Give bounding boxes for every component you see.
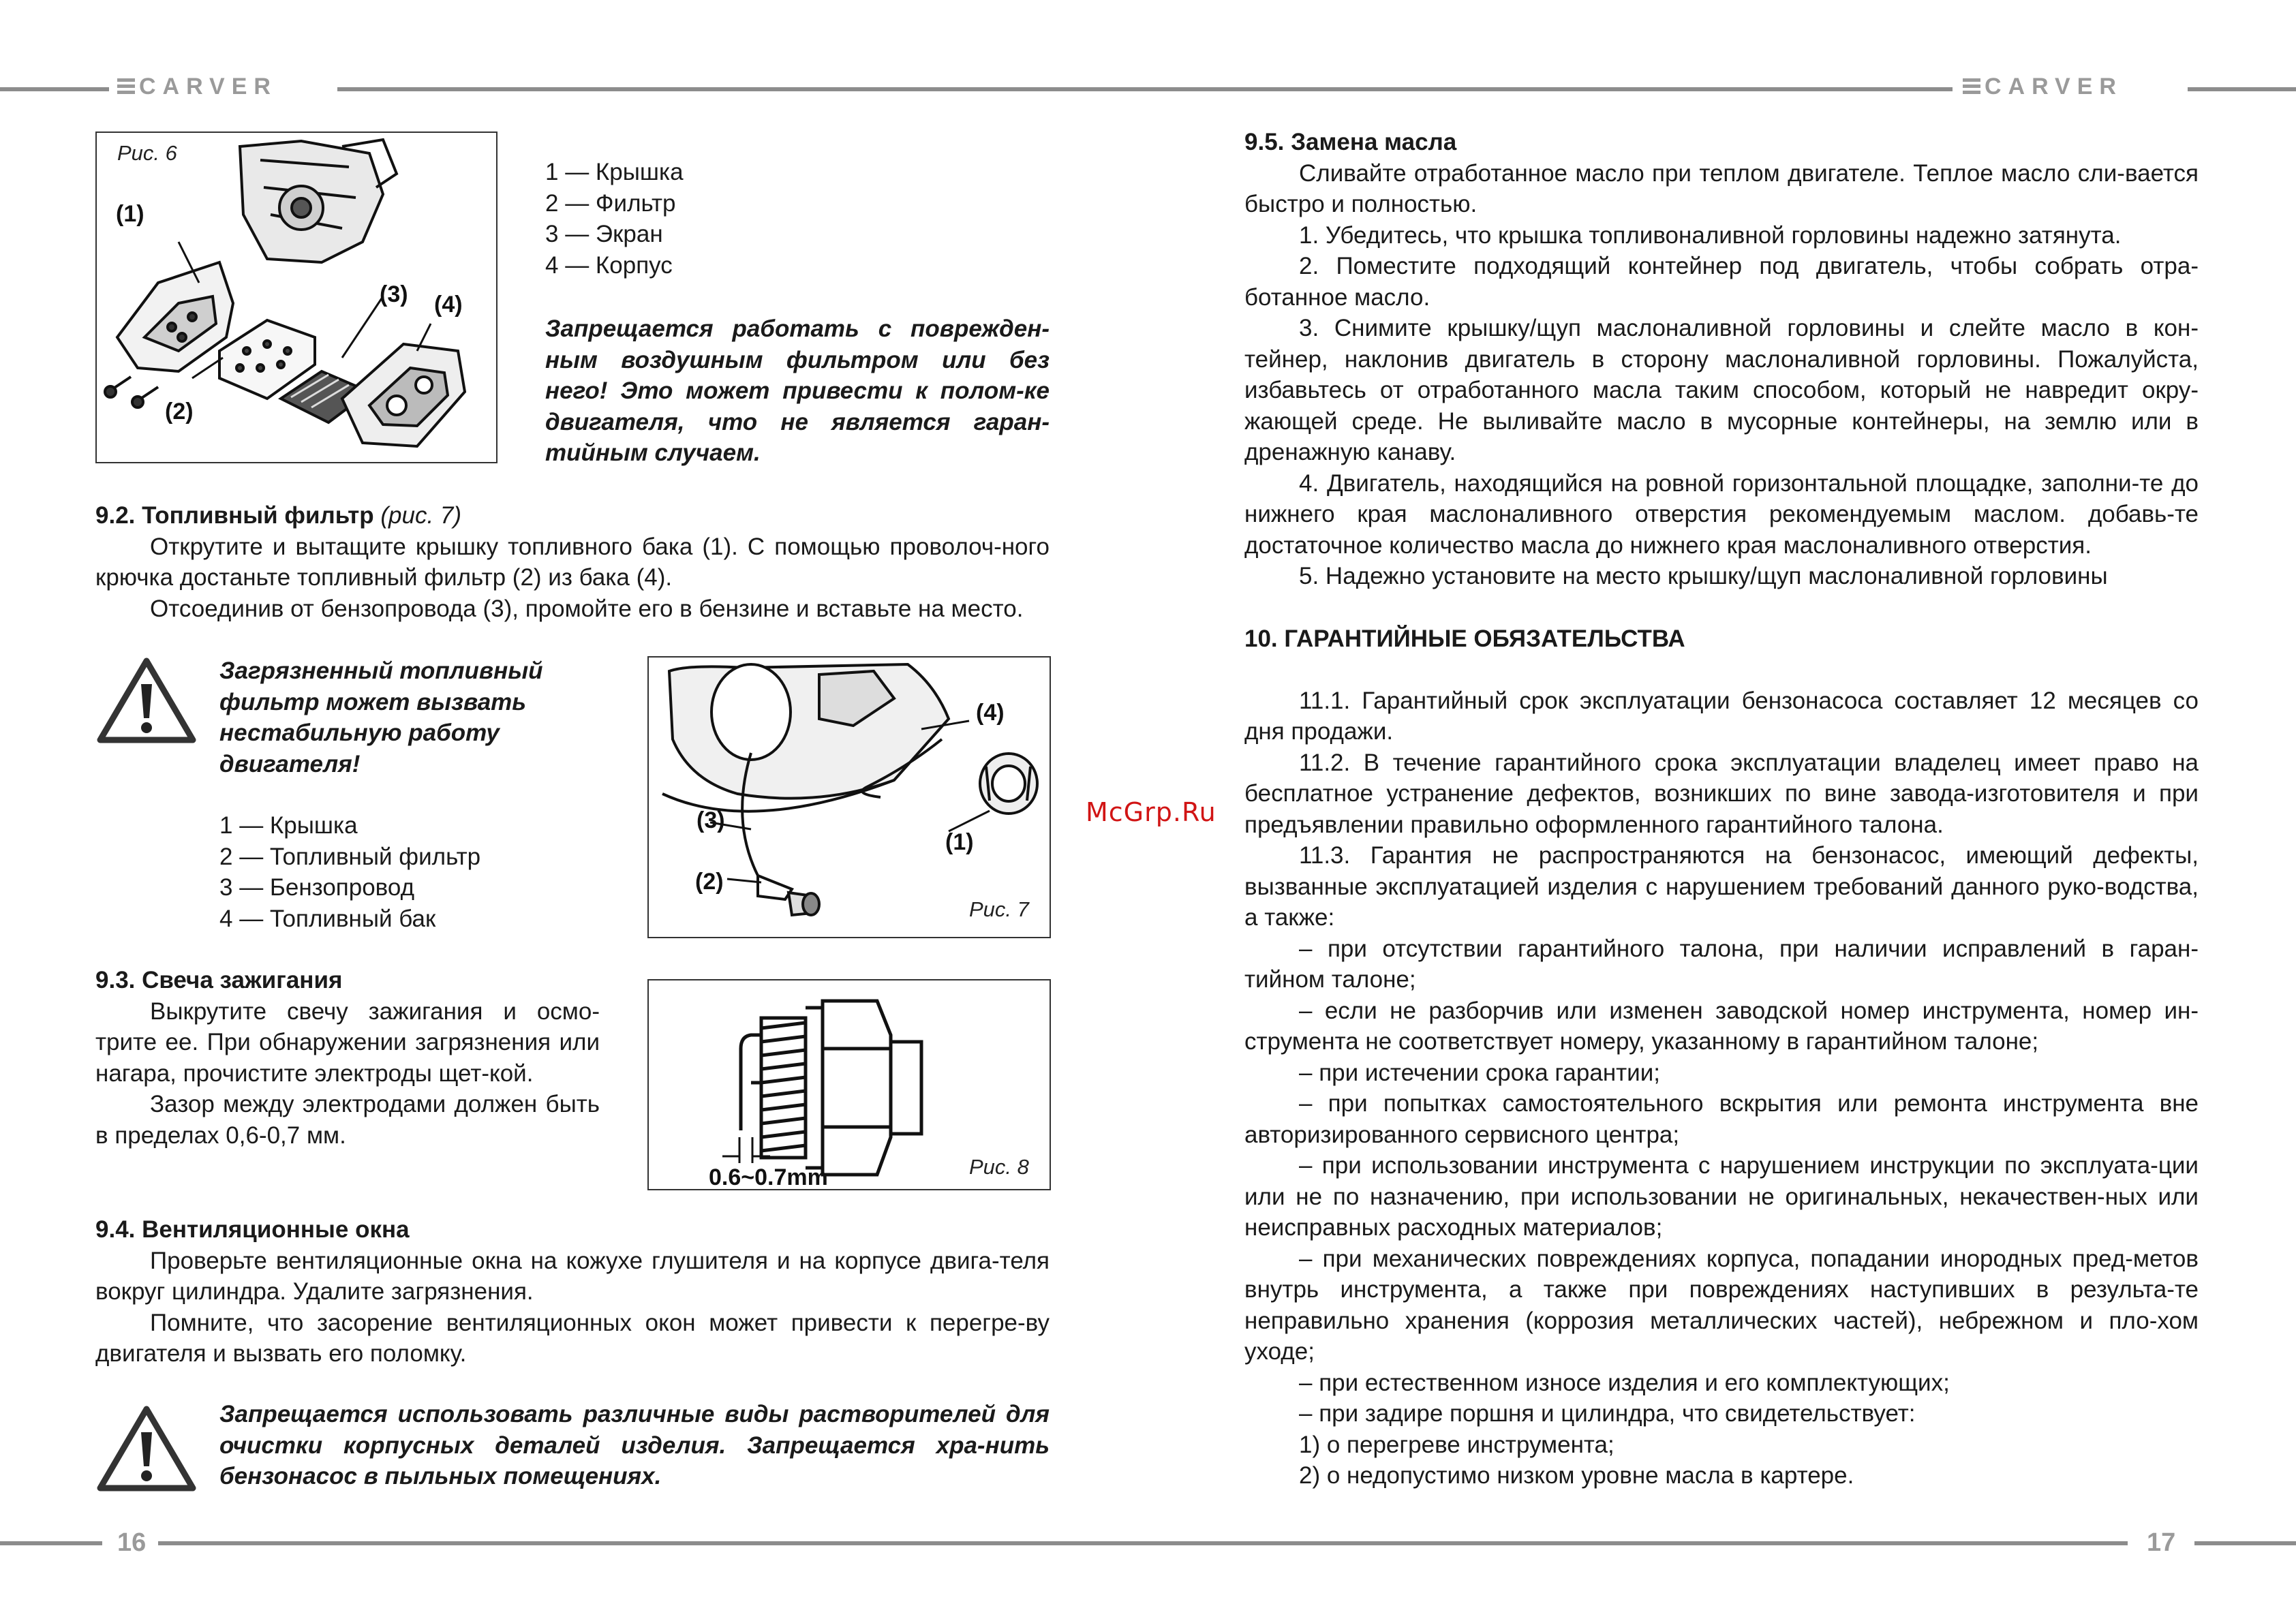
warning-triangle-icon xyxy=(95,1404,198,1494)
fig6-legend-item: 2 — Фильтр xyxy=(545,189,676,217)
section-9-5-title: 9.5. Замена масла xyxy=(1244,129,1457,155)
fig7-legend-item: 4 — Топливный бак xyxy=(219,905,436,932)
warranty-para: – при механических повреждениях корпуса, попадании инородных пред-метов внутрь инструмента, а также при повреждениях наступивших в результа-те неправильно хранения (коррозия металлических частей), небрежном и пло-хом уходе; xyxy=(1244,1245,2199,1365)
page-number-left: 16 xyxy=(117,1528,147,1557)
header-rule-center xyxy=(337,87,1953,91)
section-9-5-para: 5. Надежно установите на место крышку/щуп маслоналивной горловины xyxy=(1299,563,2108,589)
header-rule-right xyxy=(2188,87,2296,91)
warranty-para: 11.2. В течение гарантийного срока эксплуатации владелец имеет право на бесплатное устранение дефектов, возникших по вине завода-изготовителя и при предъявлении правильно оформленного гарантийного талона. xyxy=(1244,749,2199,838)
footer-rule-right xyxy=(2194,1541,2296,1545)
section-10-spacer xyxy=(1244,655,2199,685)
solvent-warning: Запрещается использовать различные виды растворителей для очистки корпусных деталей изделия. Запрещается хра-нить бензонасос в пыльных помещениях. xyxy=(219,1401,1050,1489)
section-9-4-title: 9.4. Вентиляционные окна xyxy=(95,1216,410,1243)
section-9-5 xyxy=(1244,127,2199,592)
figure-8-caption: Рис. 8 xyxy=(969,1155,1029,1179)
fig6-label-2: (2) xyxy=(165,399,194,424)
fig6-label-1: (1) xyxy=(116,201,144,227)
section-9-3-title: 9.3. Свеча зажигания xyxy=(95,967,343,993)
figure-7-caption: Рис. 7 xyxy=(969,897,1029,921)
section-9-3 xyxy=(95,965,600,1151)
fig7-legend xyxy=(219,810,628,934)
figure-8 xyxy=(647,979,1051,1190)
logo-mark-icon xyxy=(1963,78,1980,96)
logo-mark-icon xyxy=(117,78,135,96)
section-9-5-para: 2. Поместите подходящий контейнер под двигатель, чтобы собрать отра-ботанное масло. xyxy=(1244,253,2199,311)
warranty-para: – при использовании инструмента с нарушением инструкции по эксплуата-ции или не по назначению, при использовании не оригинальных, некачествен-ных или неисправных расходных материалов; xyxy=(1244,1152,2199,1241)
section-9-5-para: 4. Двигатель, находящийся на ровной горизонтальной площадке, заполни-те до нижнего края маслоналивного отверстия рекомендуемым маслом. добавь-те достаточное количество масла до нижнего края маслоналивного отверстия. xyxy=(1244,469,2199,559)
fig6-legend-item: 4 — Корпус xyxy=(545,251,673,279)
section-9-2-ref: (рис. 7) xyxy=(373,502,462,529)
figure-6 xyxy=(95,132,498,463)
warranty-para: 11.1. Гарантийный срок эксплуатации бензонасоса составляет 12 месяцев со дня продажи. xyxy=(1244,687,2199,745)
section-10 xyxy=(1244,623,2199,1491)
fig6-legend-item: 1 — Крышка xyxy=(545,159,684,185)
fig7-legend-item: 2 — Топливный фильтр xyxy=(219,843,481,870)
section-10-title: 10. ГАРАНТИЙНЫЕ ОБЯЗАТЕЛЬСТВА xyxy=(1244,625,1685,652)
page-number-right: 17 xyxy=(2147,1528,2176,1557)
warranty-para: 11.3. Гарантия не распространяются на бензонасос, имеющий дефекты, вызванные эксплуатацией изделия с нарушением требований данного руко-водства, а также: xyxy=(1244,842,2199,931)
warranty-para: – при естественном износе изделия и его комплектующих; xyxy=(1299,1369,1950,1396)
brand-logo-right: CARVER xyxy=(1963,74,2123,100)
section-9-5-para: 1. Убедитесь, что крышка топливоналивной горловины надежно затянута. xyxy=(1299,221,2122,249)
fig6-legend-item: 3 — Экран xyxy=(545,221,663,247)
section-9-2-p2: Отсоединив от бензопровода (3), промойте его в бензине и вставьте на место. xyxy=(150,595,1024,622)
footer-rule-left xyxy=(0,1541,102,1545)
section-9-2 xyxy=(95,500,1050,624)
fig7-legend-item: 3 — Бензопровод xyxy=(219,874,414,901)
fig7-label-1: (1) xyxy=(945,829,974,855)
fig6-legend xyxy=(545,157,1063,281)
fig7-label-3: (3) xyxy=(697,807,725,833)
figure-6-caption: Рис. 6 xyxy=(117,141,177,165)
footer-rule-center xyxy=(158,1541,2128,1545)
warranty-para: – если не разборчив или изменен заводской номер инструмента, номер ин-струмента не соответствует номеру, указанному в гарантийном талоне; xyxy=(1244,997,2199,1055)
section-9-2-title: 9.2. Топливный фильтр xyxy=(95,502,374,529)
warranty-para: – при отсутствии гарантийного талона, при наличии исправлений в гаран-тийном талоне; xyxy=(1244,935,2199,993)
fig7-legend-item: 1 — Крышка xyxy=(219,812,358,839)
warranty-para: – при задире поршня и цилиндра, что свидетельствует: xyxy=(1299,1400,1916,1427)
fig6-label-3: (3) xyxy=(380,281,408,307)
watermark: McGrp.Ru xyxy=(1086,797,1216,827)
figure-7 xyxy=(647,656,1051,938)
section-9-5-para: Сливайте отработанное масло при теплом двигателе. Теплое масло сли-вается быстро и полностью. xyxy=(1244,159,2199,217)
warranty-para: 2) о недопустимо низком уровне масла в картере. xyxy=(1299,1462,1854,1489)
section-9-3-p1: Выкрутите свечу зажигания и осмо-трите ее. При обнаружении загрязнения или нагара, прочистите электроды щет-кой. xyxy=(95,998,600,1087)
fig7-label-4: (4) xyxy=(976,700,1005,726)
brand-logo-left: CARVER xyxy=(117,74,277,100)
fuel-filter-warning: Загрязненный топливный фильтр может вызвать нестабильную работу двигателя! xyxy=(219,658,543,777)
section-9-2-p1: Открутите и вытащите крышку топливного бака (1). С помощью проволоч-ного крючка достаньте топливный фильтр (2) из бака (4). xyxy=(95,533,1050,591)
section-9-4-p1: Проверьте вентиляционные окна на кожухе глушителя и на корпусе двига-теля вокруг цилиндра. Удалите загрязнения. xyxy=(95,1247,1050,1305)
gap-dimension-label: 0.6~0.7mm xyxy=(709,1164,828,1189)
fig6-warning: Запрещается работать с поврежден-ным воздушным фильтром или без него! Это может привести к полом-ке двигателя, что не является гаран-тийным случаем. xyxy=(545,315,1050,466)
air-filter-diagram xyxy=(97,133,496,462)
section-9-4-p2: Помните, что засорение вентиляционных окон может привести к перегре-ву двигателя и вызвать его поломку. xyxy=(95,1309,1050,1367)
warning-triangle-icon xyxy=(95,655,198,745)
warranty-para: 1) о перегреве инструмента; xyxy=(1299,1431,1614,1458)
header-rule-left xyxy=(0,87,109,91)
fuel-tank-diagram xyxy=(649,658,1050,937)
section-9-5-para: 3. Снимите крышку/щуп маслоналивной горловины и слейте масло в кон-тейнер, наклонив двигатель в сторону маслоналивной горловины. Пожалуйста, избавьтесь от отработанного масла таким способом, который не навредит окру-жающей среде. Не выливайте масло в мусорные контейнеры, на землю или в дренажную канаву. xyxy=(1244,315,2199,465)
fig7-label-2: (2) xyxy=(695,869,724,895)
section-9-3-p2: Зазор между электродами должен быть в пределах 0,6-0,7 мм. xyxy=(95,1091,600,1149)
warranty-para: – при попытках самостоятельного вскрытия или ремонта инструмента вне авторизированного сервисного центра; xyxy=(1244,1090,2199,1148)
section-9-4 xyxy=(95,1214,1050,1370)
fig6-label-4: (4) xyxy=(434,292,463,318)
warranty-para: – при истечении срока гарантии; xyxy=(1299,1059,1661,1086)
